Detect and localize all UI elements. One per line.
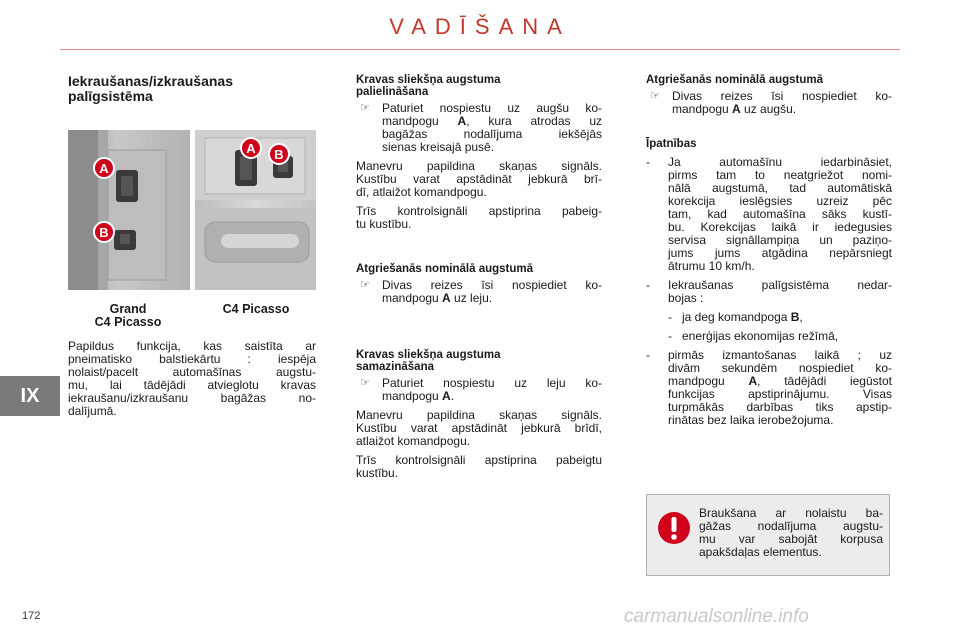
feature-subdash-1 bbox=[646, 311, 892, 324]
dash-line: Ja automašīnu iedarbināsiet, bbox=[668, 155, 892, 169]
bullet-line: bagāžas nodalījuma iekšējās bbox=[382, 127, 602, 141]
text: ja deg komandpoga bbox=[682, 310, 791, 324]
dash-line: nālā augstumā, tad automātiskā bbox=[668, 181, 892, 195]
para-line: Trīs kontrolsignāli apstiprina pabeigtu bbox=[356, 453, 602, 467]
dash-line: Iekraušanas palīgsistēma nedar- bbox=[668, 278, 892, 292]
dash-mark: - bbox=[668, 310, 672, 324]
para-line: dī, atlaižot komandpogu. bbox=[356, 185, 487, 199]
chapter-tab bbox=[0, 376, 60, 416]
column-right bbox=[646, 74, 892, 433]
column-left bbox=[68, 74, 316, 118]
pointing-hand-icon: ☞ bbox=[360, 377, 370, 389]
para-line: Trīs kontrolsignāli apstiprina pabeig- bbox=[356, 204, 602, 218]
photo-grand-c4-picasso bbox=[68, 130, 190, 290]
dash-line: tam, kad automašīna sāks kustī- bbox=[668, 207, 892, 221]
dash-mark: - bbox=[646, 155, 650, 169]
photos bbox=[68, 130, 316, 290]
photo-grand-illustration bbox=[68, 130, 190, 290]
para-line: Kustību varat apstādināt jebkurā brī- bbox=[356, 172, 602, 186]
chapter-label: IX bbox=[20, 384, 40, 407]
watermark: carmanualsonline.info bbox=[624, 606, 809, 627]
nominal-down-bullet bbox=[356, 279, 602, 305]
warning-text bbox=[699, 507, 883, 559]
raise-para-2 bbox=[356, 205, 602, 231]
pointing-hand-icon: ☞ bbox=[360, 279, 370, 291]
warning-line: Braukšana ar nolaistu ba- bbox=[699, 506, 883, 520]
dash-line: rinātas bez laika ierobežojuma. bbox=[668, 413, 834, 427]
warning-box bbox=[646, 494, 890, 576]
text: mandpogu bbox=[668, 374, 749, 388]
lower-para-1 bbox=[356, 409, 602, 448]
para-line: kustību. bbox=[356, 466, 399, 480]
text: mandpogu bbox=[672, 102, 733, 116]
header-rule bbox=[60, 49, 900, 50]
caption-line: Grand bbox=[109, 302, 147, 316]
warning-icon bbox=[657, 511, 691, 545]
lower-title-line: samazināšana bbox=[356, 361, 434, 373]
intro-line: nolaist/pacelt automašīnas augstu- bbox=[68, 365, 316, 379]
photo-label-b: B bbox=[99, 225, 109, 240]
features-title: Īpatnības bbox=[646, 138, 697, 150]
control-a-ref: A bbox=[732, 102, 741, 116]
warning-line: gāžas nodalījuma augstu- bbox=[699, 519, 883, 533]
intro-line: Papildus funkcija, kas saistīta ar bbox=[68, 339, 316, 353]
warning-line: mu var sabojāt korpusa bbox=[699, 532, 883, 546]
intro-line: pneimatisko balstiekārtu : iespēja bbox=[68, 352, 316, 366]
dash-line: divām sekundēm nospiediet ko- bbox=[668, 361, 892, 375]
dash-line: bojas : bbox=[668, 291, 704, 305]
text: enerģijas ekonomijas režīmā, bbox=[682, 329, 839, 343]
feature-dash-3 bbox=[646, 349, 892, 427]
pointing-hand-icon: ☞ bbox=[360, 102, 370, 114]
dash-mark: - bbox=[646, 278, 650, 292]
dash-line: funkcijas apstiprinājumu. Visas bbox=[668, 387, 892, 401]
text: , tādējādi iegūstot bbox=[757, 374, 892, 388]
dash-line: ātrumu 10 km/h. bbox=[668, 259, 755, 273]
para-line: tu kustību. bbox=[356, 217, 412, 231]
para-line: atlaižot komandpogu. bbox=[356, 434, 471, 448]
dash-line: bu. Korekcijas laikā ir iedegusies bbox=[668, 220, 892, 234]
text: mandpogu bbox=[382, 114, 458, 128]
raise-bullet bbox=[356, 102, 602, 154]
pointing-hand-icon: ☞ bbox=[650, 90, 660, 102]
feature-dash-1 bbox=[646, 156, 892, 273]
page-header-title: VADĪŠANA bbox=[389, 14, 571, 39]
dash-line: korekcija ieslēgsies uzreiz pēc bbox=[668, 194, 892, 208]
intro-line: dalījumā. bbox=[68, 404, 117, 418]
bullet-line bbox=[382, 292, 602, 305]
dash-line: jums jums atgādina nepārsniegt bbox=[668, 246, 892, 260]
photo-c4-picasso bbox=[195, 130, 316, 290]
text: uz augšu. bbox=[740, 102, 797, 116]
control-a-ref: A bbox=[442, 389, 451, 403]
dash-line: pirms tam to neatgriežot nomi- bbox=[668, 168, 892, 182]
bullet-line bbox=[672, 103, 892, 116]
text: , kura atrodas uz bbox=[466, 114, 602, 128]
para-line: Kustību varat apstādināt jebkurā brīdī, bbox=[356, 421, 602, 435]
text: , bbox=[799, 310, 803, 324]
dash-line: servisa signāllampiņa un paziņo- bbox=[668, 233, 892, 247]
raise-title bbox=[356, 74, 602, 98]
warning-line: apakšdaļas elementus. bbox=[699, 545, 822, 559]
caption-c4-picasso: C4 Picasso bbox=[222, 302, 290, 316]
control-a-ref: A bbox=[442, 291, 451, 305]
control-a-ref: A bbox=[457, 114, 467, 128]
dash-line: turpmākās darbības tiks apstip- bbox=[668, 400, 892, 414]
text: mandpogu bbox=[382, 389, 443, 403]
para-line: Manevru papildina skaņas signāls. bbox=[356, 159, 602, 173]
nominal-down-title: Atgriešanās nominālā augstumā bbox=[356, 263, 534, 275]
bullet-line: Paturiet nospiestu uz leju ko- bbox=[382, 376, 602, 390]
raise-para-1 bbox=[356, 160, 602, 199]
caption-line: C4 Picasso bbox=[94, 315, 162, 329]
nominal-up-bullet bbox=[646, 90, 892, 116]
page-number: 172 bbox=[22, 610, 41, 622]
feature-subdash-2 bbox=[646, 330, 892, 343]
bullet-line: sienas kreisajā pusē. bbox=[382, 140, 495, 154]
raise-title-line: palielināšana bbox=[356, 86, 429, 98]
text: uz leju. bbox=[450, 291, 493, 305]
bullet-line: Divas reizes īsi nospiediet ko- bbox=[382, 278, 602, 292]
caption-grand-c4-picasso bbox=[80, 303, 176, 329]
control-b-ref: B bbox=[790, 310, 800, 324]
dash-mark: - bbox=[668, 329, 672, 343]
lower-title-line: Kravas sliekšņa augstuma bbox=[356, 349, 501, 361]
control-a-ref: A bbox=[748, 374, 758, 388]
intro-line: iekraušanu/izkraušanu bagāžas no- bbox=[68, 391, 316, 405]
bullet-line bbox=[382, 390, 602, 403]
photo-c4-illustration bbox=[195, 130, 316, 290]
text: mandpogu bbox=[382, 291, 443, 305]
section-title-line: Iekraušanas/izkraušanas bbox=[68, 73, 233, 89]
lower-para-2 bbox=[356, 454, 602, 480]
column-middle bbox=[356, 74, 602, 486]
photo-label-a: A bbox=[99, 161, 109, 176]
intro-line: mu, lai tādējādi atvieglotu kravas bbox=[68, 378, 316, 392]
dash-mark: - bbox=[646, 348, 650, 362]
section-title-line: palīgsistēma bbox=[68, 88, 153, 104]
para-line: Manevru papildina skaņas signāls. bbox=[356, 408, 602, 422]
raise-title-line: Kravas sliekšņa augstuma bbox=[356, 74, 501, 86]
bullet-line: Paturiet nospiestu uz augšu ko- bbox=[382, 101, 602, 115]
photo-label-b: B bbox=[274, 147, 284, 162]
lower-bullet bbox=[356, 377, 602, 403]
text: . bbox=[450, 389, 455, 403]
nominal-up-title: Atgriešanās nominālā augstumā bbox=[646, 74, 824, 86]
section-title bbox=[68, 74, 316, 104]
feature-dash-2 bbox=[646, 279, 892, 305]
intro-paragraph bbox=[68, 340, 316, 418]
photo-label-a: A bbox=[246, 141, 256, 156]
dash-line: pirmās izmantošanas laikā ; uz bbox=[668, 348, 892, 362]
bullet-line: Divas reizes īsi nospiediet ko- bbox=[672, 89, 892, 103]
lower-title bbox=[356, 349, 602, 373]
